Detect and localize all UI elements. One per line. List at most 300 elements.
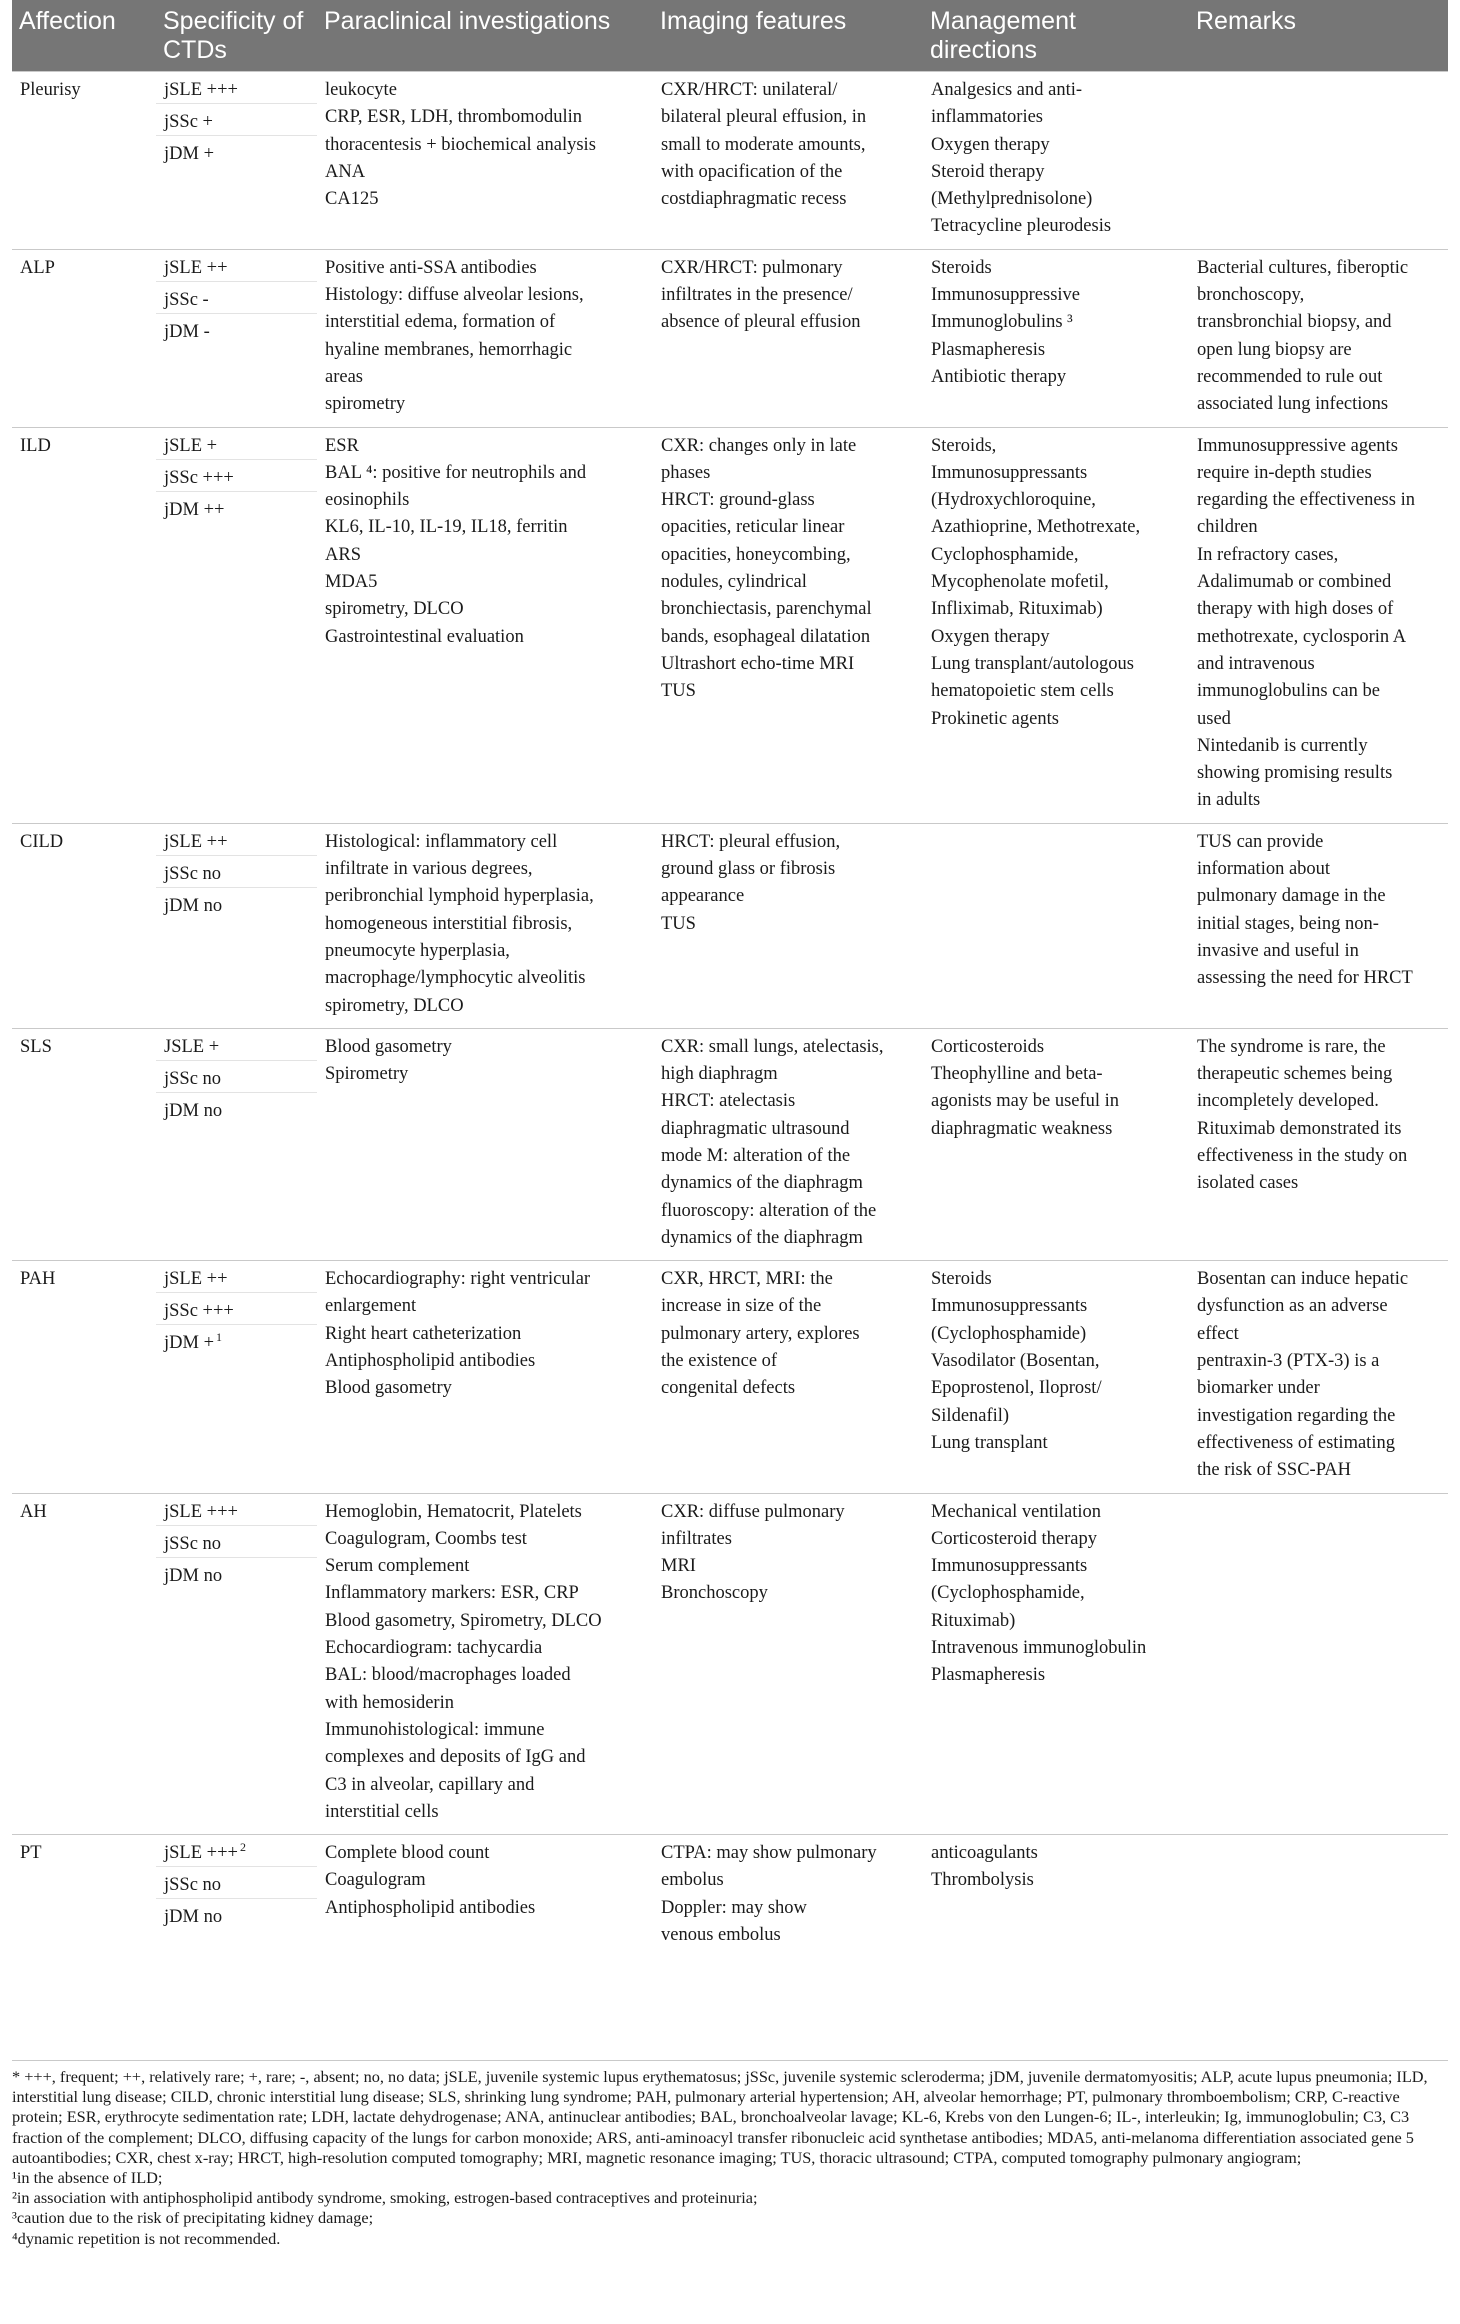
specificity-item	[156, 1061, 317, 1093]
header-imaging: Imaging features	[653, 0, 923, 72]
specificity-cell	[156, 1835, 317, 1958]
management-line: (Cyclophosphamide,	[931, 1583, 1085, 1604]
imaging-cell	[653, 72, 923, 250]
paraclinical-line: ANA	[325, 161, 366, 182]
imaging-line: HRCT: atelectasis	[661, 1091, 796, 1112]
remarks-line: Adalimumab or combined	[1197, 572, 1392, 593]
imaging-line: MRI	[661, 1556, 696, 1577]
header-remarks: Remarks	[1189, 0, 1448, 72]
imaging-line: phases	[661, 462, 711, 483]
management-line: Rituximab)	[931, 1610, 1016, 1631]
specificity-label: jSSc +++	[164, 467, 234, 488]
specificity-label: jSSc no	[164, 863, 222, 884]
footnote-2: ²in association with antiphospholipid antibody syndrome, smoking, estrogen-based contraceptives and proteinuria;	[12, 2188, 758, 2208]
paraclinical-line: Blood gasometry, Spirometry, DLCO	[325, 1610, 602, 1631]
table-footnotes	[12, 2060, 1448, 2249]
remarks-line: immunoglobulins can be	[1197, 681, 1380, 702]
management-line: Immunoglobulins ³	[931, 312, 1073, 333]
specificity-cell	[156, 823, 317, 1028]
table-row	[12, 72, 1448, 250]
affection-cell	[12, 1028, 156, 1260]
remarks-line: require in-depth studies	[1197, 462, 1372, 483]
paraclinical-line: Right heart catheterization	[325, 1323, 522, 1344]
management-line: inflammatories	[931, 107, 1043, 128]
affection-cell	[12, 427, 156, 823]
management-cell	[923, 1835, 1189, 1958]
specificity-item	[156, 136, 317, 168]
specificity-item	[156, 1558, 317, 1590]
specificity-item	[156, 1029, 317, 1061]
management-line: Tetracycline pleurodesis	[931, 216, 1112, 237]
remarks-cell	[1189, 72, 1448, 250]
remarks-line: therapy with high doses of	[1197, 599, 1394, 620]
remarks-line: open lung biopsy are	[1197, 339, 1352, 360]
paraclinical-cell	[317, 249, 653, 427]
affection-name: ALP	[20, 257, 55, 278]
specificity-cell	[156, 427, 317, 823]
remarks-line: associated lung infections	[1197, 394, 1389, 415]
management-line: Steroids,	[931, 435, 997, 456]
remarks-line: dysfunction as an adverse	[1197, 1296, 1388, 1317]
remarks-line: pulmonary damage in the	[1197, 886, 1386, 907]
specificity-item	[156, 824, 317, 856]
imaging-line: CTPA: may show pulmonary	[661, 1843, 877, 1864]
paraclinical-line: Positive anti-SSA antibodies	[325, 257, 537, 278]
remarks-line: used	[1197, 708, 1231, 729]
management-line: Sildenafil)	[931, 1405, 1010, 1426]
affection-name: Pleurisy	[20, 80, 81, 100]
management-line: Lung transplant	[931, 1432, 1048, 1453]
paraclinical-line: areas	[325, 366, 363, 387]
management-cell	[923, 72, 1189, 250]
specificity-label: jSSc no	[164, 1533, 222, 1554]
paraclinical-line: Antiphospholipid antibodies	[325, 1351, 536, 1372]
imaging-line: CXR/HRCT: unilateral/	[661, 80, 838, 100]
specificity-label: jSSc no	[164, 1068, 222, 1089]
specificity-item	[156, 856, 317, 888]
imaging-cell	[653, 1261, 923, 1493]
paraclinical-cell	[317, 823, 653, 1028]
imaging-cell	[653, 1493, 923, 1835]
affection-cell	[12, 72, 156, 250]
paraclinical-line: CRP, ESR, LDH, thrombomodulin	[325, 107, 582, 128]
imaging-line: ground glass or fibrosis	[661, 859, 836, 880]
footnote-3: ³caution due to the risk of precipitating kidney damage;	[12, 2208, 374, 2228]
remarks-cell	[1189, 1261, 1448, 1493]
imaging-line: high diaphragm	[661, 1064, 778, 1085]
specificity-label: jDM no	[164, 1100, 223, 1121]
remarks-line: in adults	[1197, 790, 1261, 811]
table-row	[12, 249, 1448, 427]
paraclinical-line: MDA5	[325, 572, 378, 593]
management-line: Mechanical ventilation	[931, 1501, 1102, 1522]
specificity-label: jDM -	[164, 321, 210, 342]
header-row	[12, 0, 1448, 72]
specificity-item	[156, 1867, 317, 1899]
management-line: (Methylprednisolone)	[931, 189, 1093, 210]
footnote-abbreviations: * +++, frequent; ++, relatively rare; +, rare; -, absent; no, no data; jSLE, juvenile systemic lupus erythematosus; jSSc, juvenile systemic scleroderma; jDM, juvenile dermatomyositis; ALP, acute lupus pneumonia; ILD, interstitial lung disease; CILD, chronic interstitial lung disease; SLS, shrinking lung syndrome; PAH, pulmonary arterial hypertension; AH, alveolar hemorrhage; PT, pulmonary thromboembolism; CRP, C-reactive protein; ESR, erythrocyte sedimentation rate; LDH, lactate dehydrogenase; ANA, antinuclear antibodies; BAL, bronchoalveolar lavage; KL-6, Krebs von den Lungen-6; IL-, interleukin; Ig, immunoglobulin; C3, C3 fraction of the complement; DLCO, diffusing capacity of the lungs for carbon monoxide; ARS, anti-aminoacyl transfer ribonucleic acid synthetase antibodies; MDA5, anti-melanoma differentiation associated gene 5 autoantibodies; CXR, chest x-ray; HRCT, high-resolution computed tomography; MRI, magnetic resonance imaging; TUS, thoracic ultrasound; CTPA, computed tomography pulmonary angiogram;	[12, 2067, 1428, 2167]
remarks-line: In refractory cases,	[1197, 544, 1339, 565]
management-line: Immunosuppressants	[931, 1556, 1088, 1577]
affection-name: AH	[20, 1501, 47, 1522]
paraclinical-line: interstitial edema, formation of	[325, 312, 556, 333]
specificity-item	[156, 1093, 317, 1125]
imaging-line: opacities, reticular linear	[661, 517, 845, 538]
remarks-line: incompletely developed.	[1197, 1091, 1379, 1112]
management-cell	[923, 427, 1189, 823]
table-row	[12, 1261, 1448, 1493]
remarks-line: bronchoscopy,	[1197, 285, 1305, 306]
paraclinical-line: CA125	[325, 189, 379, 210]
imaging-line: bands, esophageal dilatation	[661, 626, 871, 647]
specificity-cell	[156, 1028, 317, 1260]
remarks-cell	[1189, 1493, 1448, 1835]
table-row	[12, 1835, 1448, 1958]
paraclinical-line: peribronchial lymphoid hyperplasia,	[325, 886, 594, 907]
imaging-line: CXR: small lungs, atelectasis,	[661, 1036, 884, 1057]
header-management: Management directions	[923, 0, 1189, 72]
paraclinical-line: Echocardiogram: tachycardia	[325, 1638, 543, 1659]
imaging-line: CXR: changes only in late	[661, 435, 857, 456]
remarks-line: Bacterial cultures, fiberoptic	[1197, 257, 1409, 278]
paraclinical-line: Inflammatory markers: ESR, CRP	[325, 1583, 579, 1604]
table-row	[12, 823, 1448, 1028]
remarks-cell	[1189, 823, 1448, 1028]
imaging-line: nodules, cylindrical	[661, 572, 807, 593]
imaging-line: dynamics of the diaphragm	[661, 1173, 863, 1194]
paraclinical-line: with hemosiderin	[325, 1692, 454, 1713]
specificity-label: jDM no	[164, 1565, 223, 1586]
imaging-cell	[653, 823, 923, 1028]
specificity-item	[156, 1261, 317, 1293]
paraclinical-line: Complete blood count	[325, 1843, 490, 1864]
management-line: Steroids	[931, 257, 992, 278]
specificity-label: jSLE ++	[164, 831, 228, 852]
paraclinical-line: BAL: blood/macrophages loaded	[325, 1665, 571, 1686]
imaging-line: Bronchoscopy	[661, 1583, 768, 1604]
specificity-label: jSSc +++	[164, 1301, 234, 1322]
imaging-line: with opacification of the	[661, 161, 843, 182]
management-line: Steroid therapy	[931, 161, 1045, 182]
management-line: Infliximab, Rituximab)	[931, 599, 1103, 620]
table-body	[12, 72, 1448, 1958]
remarks-line: therapeutic schemes being	[1197, 1064, 1393, 1085]
management-line: Immunosuppressants	[931, 462, 1088, 483]
imaging-line: Doppler: may show	[661, 1897, 807, 1918]
affection-name: CILD	[20, 831, 64, 852]
management-cell	[923, 1028, 1189, 1260]
management-line: Lung transplant/autologous	[931, 653, 1134, 674]
management-line: Plasmapheresis	[931, 1665, 1046, 1686]
imaging-line: CXR/HRCT: pulmonary	[661, 257, 843, 278]
affection-cell	[12, 1493, 156, 1835]
specificity-item	[156, 888, 317, 920]
specificity-label: jDM ++	[164, 499, 225, 520]
imaging-line: pulmonary artery, explores	[661, 1323, 860, 1344]
management-line: Epoprostenol, Iloprost/	[931, 1378, 1102, 1399]
remarks-line: children	[1197, 517, 1258, 538]
remarks-line: The syndrome is rare, the	[1197, 1036, 1386, 1057]
paraclinical-cell	[317, 1493, 653, 1835]
imaging-line: HRCT: ground-glass	[661, 490, 815, 511]
remarks-line: Bosentan can induce hepatic	[1197, 1269, 1409, 1290]
specificity-label: jDM no	[164, 1907, 223, 1928]
remarks-line: assessing the need for HRCT	[1197, 968, 1413, 989]
imaging-line: the existence of	[661, 1351, 778, 1372]
paraclinical-line: pneumocyte hyperplasia,	[325, 940, 510, 961]
management-line: Cyclophosphamide,	[931, 544, 1079, 565]
paraclinical-line: Hemoglobin, Hematocrit, Platelets	[325, 1501, 582, 1522]
remarks-line: effectiveness of estimating	[1197, 1432, 1395, 1453]
management-cell	[923, 823, 1189, 1028]
remarks-line: Immunosuppressive agents	[1197, 435, 1398, 456]
management-line: Azathioprine, Methotrexate,	[931, 517, 1141, 538]
paraclinical-line: enlargement	[325, 1296, 417, 1317]
specificity-item	[156, 314, 317, 346]
remarks-line: investigation regarding the	[1197, 1405, 1396, 1426]
paraclinical-line: hyaline membranes, hemorrhagic	[325, 339, 573, 360]
imaging-cell	[653, 427, 923, 823]
header-paraclinical: Paraclinical investigations	[317, 0, 653, 72]
specificity-cell	[156, 249, 317, 427]
remarks-line: biomarker under	[1197, 1378, 1320, 1399]
imaging-line: increase in size of the	[661, 1296, 822, 1317]
paraclinical-line: Histological: inflammatory cell	[325, 831, 558, 852]
specificity-item	[156, 492, 317, 524]
imaging-line: dynamics of the diaphragm	[661, 1227, 863, 1248]
specificity-item	[156, 104, 317, 136]
remarks-line: isolated cases	[1197, 1173, 1299, 1194]
paraclinical-line: interstitial cells	[325, 1801, 439, 1822]
paraclinical-line: Antiphospholipid antibodies	[325, 1897, 536, 1918]
imaging-line: diaphragmatic ultrasound	[661, 1118, 850, 1139]
footnote-ref: 2	[239, 1840, 246, 1855]
management-line: Mycophenolate mofetil,	[931, 572, 1109, 593]
specificity-label: jDM +	[164, 144, 215, 164]
paraclinical-line: Histology: diffuse alveolar lesions,	[325, 285, 584, 306]
footnote-ref: 1	[216, 1330, 223, 1345]
imaging-line: fluoroscopy: alteration of the	[661, 1200, 877, 1221]
imaging-line: absence of pleural effusion	[661, 312, 861, 333]
paraclinical-cell	[317, 1835, 653, 1958]
paraclinical-line: homogeneous interstitial fibrosis,	[325, 913, 573, 934]
paraclinical-line: thoracentesis + biochemical analysis	[325, 134, 596, 155]
imaging-line: CXR: diffuse pulmonary	[661, 1501, 845, 1522]
affection-name: PT	[20, 1843, 42, 1864]
paraclinical-line: spirometry, DLCO	[325, 599, 464, 620]
remarks-cell	[1189, 249, 1448, 427]
specificity-cell	[156, 1261, 317, 1493]
imaging-line: TUS	[661, 681, 696, 702]
specificity-label: JSLE +	[164, 1036, 220, 1057]
management-line: (Hydroxychloroquine,	[931, 490, 1096, 511]
paraclinical-line: eosinophils	[325, 490, 410, 511]
table-row	[12, 1493, 1448, 1835]
remarks-line: TUS can provide	[1197, 831, 1324, 852]
table-row	[12, 1028, 1448, 1260]
management-line: (Cyclophosphamide)	[931, 1323, 1087, 1344]
remarks-line: pentraxin-3 (PTX-3) is a	[1197, 1351, 1380, 1372]
table-container	[12, 0, 1448, 1957]
management-line: Corticosteroids	[931, 1036, 1045, 1057]
specificity-label: jSSc no	[164, 1875, 222, 1896]
paraclinical-line: ARS	[325, 544, 361, 565]
specificity-label: jSSc +	[164, 112, 213, 132]
management-cell	[923, 249, 1189, 427]
paraclinical-line: spirometry	[325, 394, 406, 415]
affection-cell	[12, 1835, 156, 1958]
header-affection: Affection	[12, 0, 156, 72]
imaging-line: TUS	[661, 913, 696, 934]
management-line: agonists may be useful in	[931, 1091, 1120, 1112]
remarks-cell	[1189, 1028, 1448, 1260]
remarks-line: showing promising results	[1197, 763, 1393, 784]
management-line: Vasodilator (Bosentan,	[931, 1351, 1100, 1372]
paraclinical-line: Blood gasometry	[325, 1378, 452, 1399]
specificity-item	[156, 1835, 317, 1867]
paraclinical-line: Echocardiography: right ventricular	[325, 1269, 591, 1290]
imaging-line: bronchiectasis, parenchymal	[661, 599, 872, 620]
paraclinical-line: spirometry, DLCO	[325, 995, 464, 1016]
paraclinical-line: Immunohistological: immune	[325, 1719, 545, 1740]
remarks-line: the risk of SSC-PAH	[1197, 1460, 1352, 1481]
affection-cell	[12, 1261, 156, 1493]
affection-name: SLS	[20, 1036, 52, 1057]
paraclinical-line: C3 in alveolar, capillary and	[325, 1774, 535, 1795]
management-line: anticoagulants	[931, 1843, 1038, 1864]
management-line: Plasmapheresis	[931, 339, 1046, 360]
imaging-line: infiltrates in the presence/	[661, 285, 853, 306]
imaging-line: CXR, HRCT, MRI: the	[661, 1269, 833, 1290]
paraclinical-line: KL6, IL-10, IL-19, IL18, ferritin	[325, 517, 568, 538]
paraclinical-cell	[317, 72, 653, 250]
management-line: Intravenous immunoglobulin	[931, 1638, 1147, 1659]
management-line: Prokinetic agents	[931, 708, 1059, 729]
header-specificity: Specificity of CTDs	[156, 0, 317, 72]
management-line: Immunosuppressive	[931, 285, 1081, 306]
affection-name: PAH	[20, 1269, 56, 1290]
management-cell	[923, 1261, 1189, 1493]
paraclinical-line: Coagulogram, Coombs test	[325, 1528, 527, 1549]
affection-cell	[12, 823, 156, 1028]
management-cell	[923, 1493, 1189, 1835]
paraclinical-cell	[317, 1028, 653, 1260]
specificity-item	[156, 1494, 317, 1526]
paraclinical-line: leukocyte	[325, 80, 397, 100]
specificity-cell	[156, 72, 317, 250]
imaging-cell	[653, 249, 923, 427]
specificity-item	[156, 428, 317, 460]
imaging-line: embolus	[661, 1870, 724, 1891]
ctd-lung-table	[12, 0, 1448, 1957]
paraclinical-line: infiltrate in various degrees,	[325, 859, 533, 880]
imaging-line: opacities, honeycombing,	[661, 544, 851, 565]
management-line: Theophylline and beta-	[931, 1064, 1103, 1085]
management-line: Oxygen therapy	[931, 626, 1050, 647]
specificity-item	[156, 250, 317, 282]
specificity-item	[156, 460, 317, 492]
paraclinical-line: Spirometry	[325, 1064, 409, 1085]
paraclinical-line: Serum complement	[325, 1556, 470, 1577]
remarks-line: transbronchial biopsy, and	[1197, 312, 1392, 333]
footnote-4: ⁴dynamic repetition is not recommended.	[12, 2228, 281, 2248]
imaging-cell	[653, 1835, 923, 1958]
management-line: Corticosteroid therapy	[931, 1528, 1097, 1549]
paraclinical-line: ESR	[325, 435, 359, 456]
management-line: Steroids	[931, 1269, 992, 1290]
paraclinical-line: Coagulogram	[325, 1870, 426, 1891]
imaging-line: congenital defects	[661, 1378, 796, 1399]
remarks-line: regarding the effectiveness in	[1197, 490, 1415, 511]
paraclinical-cell	[317, 427, 653, 823]
imaging-line: costdiaphragmatic recess	[661, 189, 847, 210]
remarks-line: effect	[1197, 1323, 1239, 1344]
management-line: Antibiotic therapy	[931, 366, 1067, 387]
remarks-line: Rituximab demonstrated its	[1197, 1118, 1402, 1139]
remarks-cell	[1189, 427, 1448, 823]
paraclinical-line: Blood gasometry	[325, 1036, 452, 1057]
specificity-label: jSLE +	[164, 435, 218, 456]
specificity-label: jSLE ++	[164, 1269, 228, 1290]
remarks-line: and intravenous	[1197, 653, 1315, 674]
specificity-label: jSLE +++	[164, 1843, 238, 1864]
imaging-line: appearance	[661, 886, 745, 907]
specificity-label: jSLE ++	[164, 257, 228, 278]
specificity-item	[156, 1325, 317, 1357]
management-line: Thrombolysis	[931, 1870, 1034, 1891]
paraclinical-line: BAL ⁴: positive for neutrophils and	[325, 462, 587, 483]
specificity-cell	[156, 1493, 317, 1835]
specificity-item	[156, 282, 317, 314]
imaging-line: infiltrates	[661, 1528, 732, 1549]
remarks-line: Nintedanib is currently	[1197, 735, 1368, 756]
remarks-line: information about	[1197, 859, 1331, 880]
affection-name: ILD	[20, 435, 51, 456]
specificity-item	[156, 72, 317, 104]
specificity-item	[156, 1526, 317, 1558]
specificity-label: jSSc -	[164, 289, 209, 310]
paraclinical-line: macrophage/lymphocytic alveolitis	[325, 968, 586, 989]
management-line: Oxygen therapy	[931, 134, 1050, 155]
management-line: Analgesics and anti-	[931, 80, 1083, 100]
management-line: hematopoietic stem cells	[931, 681, 1114, 702]
paraclinical-line: complexes and deposits of IgG and	[325, 1747, 586, 1768]
footnote-1: ¹in the absence of ILD;	[12, 2168, 163, 2188]
imaging-line: bilateral pleural effusion, in	[661, 107, 867, 128]
management-line: Immunosuppressants	[931, 1296, 1088, 1317]
imaging-line: Ultrashort echo-time MRI	[661, 653, 855, 674]
specificity-label: jDM no	[164, 895, 223, 916]
specificity-label: jDM +	[164, 1333, 215, 1354]
specificity-item	[156, 1293, 317, 1325]
remarks-line: initial stages, being non-	[1197, 913, 1379, 934]
imaging-line: mode M: alteration of the	[661, 1145, 851, 1166]
paraclinical-cell	[317, 1261, 653, 1493]
management-line: diaphragmatic weakness	[931, 1118, 1113, 1139]
remarks-line: methotrexate, cyclosporin A	[1197, 626, 1407, 647]
imaging-line: HRCT: pleural effusion,	[661, 831, 841, 852]
remarks-line: recommended to rule out	[1197, 366, 1383, 387]
remarks-cell	[1189, 1835, 1448, 1958]
table-row	[12, 427, 1448, 823]
imaging-line: small to moderate amounts,	[661, 134, 866, 155]
paraclinical-line: Gastrointestinal evaluation	[325, 626, 524, 647]
imaging-line: venous embolus	[661, 1925, 781, 1945]
specificity-label: jSLE +++	[164, 1501, 238, 1522]
remarks-line: effectiveness in the study on	[1197, 1145, 1408, 1166]
imaging-cell	[653, 1028, 923, 1260]
affection-cell	[12, 249, 156, 427]
